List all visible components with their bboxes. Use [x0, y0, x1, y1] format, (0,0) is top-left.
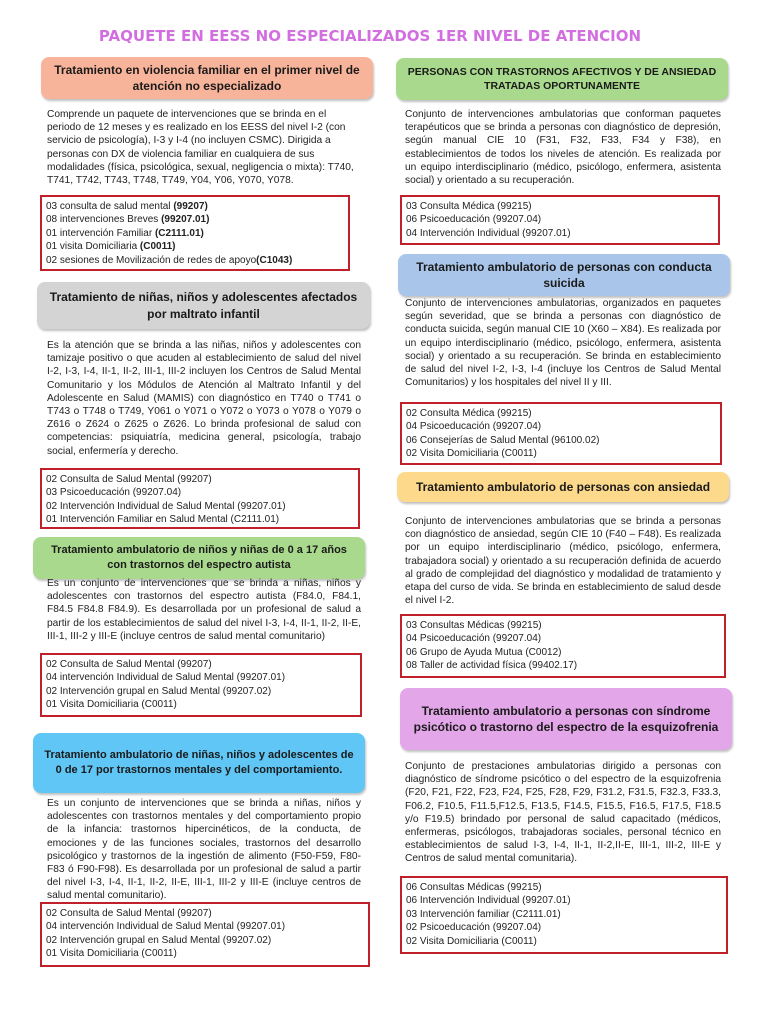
section-header-trastornos-mentales [33, 733, 365, 793]
section-header-sindrome-psicotico [400, 688, 732, 750]
code-item: 02 Psicoeducación (99207.04) [406, 922, 542, 934]
code-item: 01 Intervención Familiar en Salud Mental (C2111.01) [46, 514, 280, 526]
code-item: 02 Visita Domiciliaria (C0011) [406, 935, 537, 947]
code-item: 02 Intervención grupal en Salud Mental (99207.02) [46, 685, 272, 697]
section-title: PERSONAS CON TRASTORNOS AFECTIVOS Y DE ANSIEDAD TRATADAS OPORTUNAMENTE [407, 65, 717, 92]
code-item: 06 Psicoeducación (99207.04) [406, 214, 542, 226]
section-description: Es un conjunto de intervenciones que se brinda a niñas, niños y adolescentes con trastornos mentales y del comportamiento propio de la infancia: trastornos hipercinéticos, de la conducta, de emociones y de las funciones sociales, trastornos del desarrollo psicológico y trastornos de la ingestión de alimento (F50-F59, F80-F83 ó F90-F98). Es desarrollada por un profesional de salud a partir del nivel I-3, I-4, II-1, II-2, II-E, III-1, III-2 y III-E (incluye centros de salud mental comunitario). [47, 798, 361, 902]
code-item: 04 Psicoeducación (99207.04) [406, 633, 542, 645]
section-header-trastornos-afectivos [396, 58, 728, 100]
code-item: 02 Visita Domiciliaria (C0011) [406, 448, 537, 460]
code-item: 04 intervención Individual de Salud Mental (99207.01) [46, 672, 286, 684]
code-item: 02 Consulta Médica (99215) [406, 408, 532, 419]
code-item: 06 Intervención Individual (99207.01) [406, 895, 571, 907]
code-item: 01 Visita Domiciliaria (C0011) [46, 699, 177, 711]
section-title: Tratamiento ambulatorio a personas con síndrome psicótico o trastorno del espectro de la esquizofrenia [413, 703, 719, 734]
intervention-codes-box [40, 902, 370, 967]
section-header-ansiedad [397, 472, 729, 502]
code-item: 03 Consulta Médica (99215) [406, 201, 532, 212]
section-title: Tratamiento ambulatorio de personas con conducta suicida [416, 259, 712, 290]
code-item: 02 Consulta de Salud Mental (99207) [46, 474, 212, 485]
intervention-codes-box [40, 468, 360, 529]
code-item: 03 Intervención familiar (C2111.01) [406, 908, 561, 920]
intervention-codes-box [400, 876, 728, 954]
section-description: Es un conjunto de intervenciones que se brinda a niñas, niños y adolescentes con trastornos del espectro autista (F84.0, F84.1, F84.5 F84.8 F84.9). Es desarrollada por un profesional de salud a partir de los establecimientos de salud del nivel I-3, I-4, II-1, II-2, II-E, III-1, III-2 y III-E (incluye centros de salud mental comunitario) [47, 578, 361, 642]
code-item: 01 intervención Familiar (C2111.01) [46, 227, 204, 239]
code-item: 06 Consultas Médicas (99215) [406, 882, 542, 893]
section-header-maltrato-infantil [37, 282, 370, 329]
code-item: 06 Consejerías de Salud Mental (96100.02) [406, 434, 600, 446]
code-item: 03 consulta de salud mental (99207) [46, 201, 208, 212]
intervention-codes-box [400, 614, 726, 678]
code-item: 01 visita Domiciliaria (C0011) [46, 241, 176, 253]
intervention-codes-box [400, 402, 722, 465]
code-item: 02 Intervención grupal en Salud Mental (99207.02) [46, 934, 272, 946]
intervention-codes-box [400, 195, 720, 245]
code-item: 02 Intervención Individual de Salud Mental (99207.01) [46, 500, 286, 512]
page-title: PAQUETE EN EESS NO ESPECIALIZADOS 1ER NIVEL DE ATENCION [98, 27, 642, 45]
section-description: Es la atención que se brinda a las niñas, niños y adolescentes con tamizaje positivo o que acuden al establecimiento de salud del nivel I-2, I-3, I-4, II-1, II-2, III-1, III-2 incluyen los Centros de Salud Mental Comunitario y los Módulos de Atención al Maltrato Infantil y del Adolescente en Salud (MAMIS) con diagnóstico en T740 o T741 o T743 o T748 o T749, Y061 o Y071 o Y072 o Y073 o Y078 o Y079 o Z616 o Z624 o Z625 o Z626. Lo brinda profesional de salud con competencias: psiquiatría, medicina general, psicología, trabajo social, enfermería y derecho. [47, 340, 361, 457]
section-title: Tratamiento de niñas, niños y adolescentes afectados por maltrato infantil [49, 290, 358, 321]
section-header-violencia-familiar [41, 57, 373, 99]
code-item: 08 intervenciones Breves (99207.01) [46, 214, 210, 226]
section-header-espectro-autista [33, 537, 365, 579]
code-item: 02 Consulta de Salud Mental (99207) [46, 908, 212, 919]
section-description: Conjunto de prestaciones ambulatorias dirigido a personas con diagnóstico de síndrome psicótico o del espectro de la esquizofrenia (F20, F21, F22, F23, F24, F25, F28, F29, F31.2, F31.5, F32.3, F33.3, F06.2, F10.5, F11.5,F12.5, F13.5, F14.5, F15.5, F16.5, F17.5, F18.5 y/o F19.5) brindado por personal de salud capacitado (médicos, enfermeras, psicólogos, trabajadoras sociales, personal técnico en establecimientos de salud I-3, I-4, II-1, II-2,II-E, III-1, III-2, III-E y Centros de salud mental comunitaria). [405, 761, 721, 865]
code-item: 02 sesiones de Movilización de redes de apoyo(C1043) [46, 254, 293, 266]
code-item: 03 Psicoeducación (99207.04) [46, 487, 182, 499]
section-description: Conjunto de intervenciones ambulatorias que se brinda a personas con diagnóstico de ansiedad, según CIE 10 (F40 – F48). Es realizada por un equipo interdisciplinario (médico, psicólogo, enfermera, trabajadora social) y orientado a su recuperación definida de acuerdo al grado de complejidad del diagnóstico y modalidad de tratamiento y etapa del curso de vida. Se brinda en establecimiento de salud desde el nivel I-2. [405, 516, 721, 607]
code-item: 04 intervención Individual de Salud Mental (99207.01) [46, 921, 286, 933]
section-header-conducta-suicida [398, 254, 730, 296]
code-item: 04 Intervención Individual (99207.01) [406, 227, 571, 239]
section-description: Conjunto de intervenciones ambulatorias que conforman paquetes terapéuticos que se brinda a personas con diagnóstico de depresión, según manual CIE 10 (F31, F32, F33, F34 y F38), en establecimientos de todos los niveles de atención. Es realizada por un equipo interdisciplinario (médico, psicólogo, enfermera, asistenta social) y orientado a su recuperación. [405, 109, 721, 187]
code-item: 08 Taller de actividad física (99402.17) [406, 660, 578, 672]
section-title: Tratamiento ambulatorio de personas con ansiedad [415, 479, 711, 494]
code-item: 01 Visita Domiciliaria (C0011) [46, 948, 177, 960]
section-title: Tratamiento ambulatorio de niñas, niños y adolescentes de 0 de 17 por trastornos mentales y del comportamiento. [44, 749, 354, 776]
section-title: Tratamiento ambulatorio de niños y niñas de 0 a 17 años con trastornos del espectro autista [51, 544, 347, 571]
section-title: Tratamiento en violencia familiar en el primer nivel de atención no especializado [54, 62, 360, 93]
section-description: Comprende un paquete de intervenciones que se brinda en el periodo de 12 meses y es realizado en los EESS del nivel I-2 (con servicio de psicología), I-3 y I-4 (no incluyen CSMC). Dirigida a personas con DX de violencia familiar en cualquiera de sus modalidades (física, psicológica, sexual, negligencia o mixta): T740, T741, T742, T743, T748, T749, Y04, Y06, Y070, Y078. [47, 109, 354, 187]
section-description: Conjunto de intervenciones ambulatorias, organizados en paquetes según severidad, que se brinda a personas con diagnóstico de conducta suicida, según manual CIE 10 (X60 – X84). Es realizada por un equipo interdisciplinario (médico, psicólogo, enfermera, asistenta social) y orientado a su recuperación. Se brinda en establecimiento de salud del nivel I-2, I-3, I-4 (incluye los Centros de Salud Mental Comunitarios) y los hospitales del nivel II y III. [405, 298, 721, 389]
intervention-codes-box [40, 195, 350, 271]
code-item: 03 Consultas Médicas (99215) [406, 620, 542, 631]
code-item: 02 Consulta de Salud Mental (99207) [46, 659, 212, 670]
code-item: 06 Grupo de Ayuda Mutua (C0012) [406, 646, 562, 658]
code-item: 04 Psicoeducación (99207.04) [406, 421, 542, 433]
intervention-codes-box [40, 653, 362, 717]
